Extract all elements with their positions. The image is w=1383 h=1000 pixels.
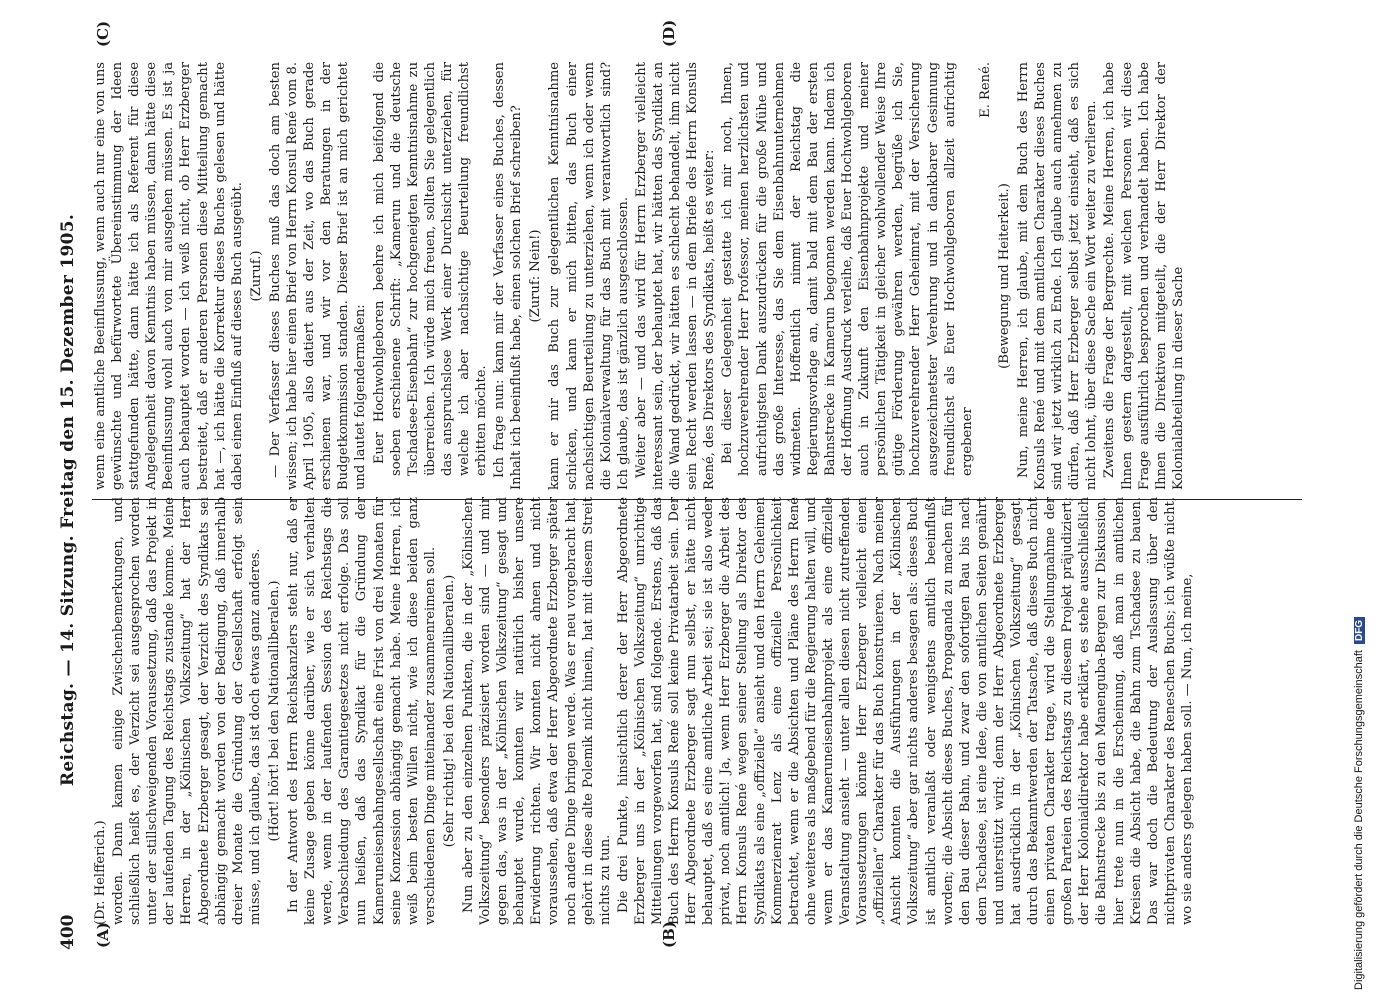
margin-marker-c: (C) xyxy=(94,20,112,47)
quoted-letter: Bei dieser Gelegenheit gestatte ich mir noch, Ihnen, hochzuverehrender Herr Professor, meinen herzlichsten und aufrichtigsten Dank auszudrücken für die große Mühe und das große Interesse, das Sie dem Eisenbahnunternehmen widmeten. Hoffentlich nimmt der Reichstag die Regierungsvorlage an, damit bald mit dem Bau der ersten Bahnstrecke in Kamerun begonnen werden kann. Indem ich der Hoffnung Ausdruck verleihe, daß Euer Hochwohlgeboren auch in Zukunft den Eisenbahnprojekte und meiner persönlichen Tätigkeit in gleicher wohlwollender Weise Ihre gütige Förderung gewähren werden, begrüße ich Sie, hochzuverehrender Herr Geheimrat, mit der Versicherung ausgezeichnetster Verehrung und in dankbarer Gesinnung freundlichst als Euer Hochwohlgeboren allzeit aufrichtig ergebener xyxy=(720,62,975,476)
paragraph: kann er mir das Buch zur gelegentlichen Kenntnisnahme schicken, und kann er mich bitten, das Buch einer nachsichtigen Beurteilung zu unterziehen, wenn ich oder wenn die Kolonialverwaltung für das Buch mit verantwortlich sind? Ich glaube, das ist gänzlich ausgeschlossen. xyxy=(547,62,631,490)
dfg-logo: DFG xyxy=(1354,617,1365,644)
paragraph: Weiter aber — und das wird für Herrn Erzberger vielleicht interessant sein, der behauptet hat, wir hätten das Syndikat an die Wand gedrückt, wir hätten es schlecht behandelt, ihm nicht sein Recht werden lassen — in dem Briefe des Herrn Konsuls René, des Direktors des Syndikats, heißt es weiter: xyxy=(633,62,718,490)
speaker-tag: (Dr. Helfferich.) xyxy=(93,820,108,925)
margin-marker-b: (B) xyxy=(660,921,678,948)
margin-marker-a: (A) xyxy=(94,922,112,948)
margin-marker-d: (D) xyxy=(660,19,678,47)
left-text-column xyxy=(92,497,1307,925)
paragraph: In der Antwort des Herrn Reichskanzlers steht nur, daß er keine Zusage geben könne darüber, wie er sich verhalten werde, wenn in der laufenden Session des Reichstags die Verabschiedung des Garantiegesetzes nicht erfolge. Das soll nun heißen, daß das Syndikat für die Gründung der Kameruneisenbahngesellschaft eine Frist von drei Monaten für seine Konzession abhängig gemacht habe. Meine Herren, ich weiß beim besten Willen nicht, wie ich diese beiden ganz verschiedenen Dinge miteinander zusammenreimen soll. xyxy=(286,497,438,925)
funding-note: Digitalisierung gefördert durch die Deutsche Forschungsgemeinschaft xyxy=(1353,650,1365,990)
page-header-title: Reichstag. — 14. Sitzung. Freitag den 15. Dezember 1905. xyxy=(58,213,78,787)
page-number: 400 xyxy=(58,914,78,950)
quoted-letter: Euer Hochwohlgeboren beehre ich mich beifolgend die soeben erschienene Schrift: „Kamerun und die deutsche Tschadsee-Eisenbahn“ zur hochgeneigten Kenntnisnahme zu überreichen. Ich würde mich freuen, sollten Sie gelegentlich das anspruchslose Werk einer Durchsicht unterziehen, für welche ich aber nachsichtige Beurteilung freundlichst erbitten möchte. xyxy=(371,62,490,476)
stage-direction: (Zuruf.) xyxy=(248,250,264,302)
paragraph: Nun, meine Herren, ich glaube, mit dem Buch des Herrn Konsuls René und mit dem amtlichen Charakter dieses Buches sind wir jetzt wirklich zu Ende. Ich glaube auch annehmen zu dürfen, daß Herr Erzberger selbst jetzt einsieht, daß es sich nicht lohnt, über diese Sache ein Wort weiter zu verlieren. xyxy=(1015,62,1100,490)
paragraph: Nun aber zu den einzelnen Punkten, die in der „Kölnischen Volkszeitung“ besonders präzisiert worden sind — und mir gegen das, was in der „Kölnischen Volkszeitung“ gesagt und behauptet wurde, konnten wir natürlich bisher unsere Erwiderung richten. Wir konnten nicht ahnen und nicht voraussehen, daß etwa der Herr Abgeordnete Erzberger später noch andere Dinge bringen werde. Was er neu vorgebracht hat, gehört in diese alte Polemik nicht hinein, hat mit diesem Streit nichts zu tun. xyxy=(460,497,613,925)
letter-signature: E. René. xyxy=(977,62,993,118)
digitization-credit xyxy=(1343,10,1375,990)
stage-direction: (Sehr richtig! bei den Nationalliberalen.) xyxy=(441,574,457,848)
paragraph: Zweitens die Frage der Bergrechte. Meine Herren, ich habe Ihnen gestern dargestellt, mit welchen Personen wir diese Frage ausführlich besprochen und verhandelt haben. Ich habe Ihnen die Direktiven mitgeteilt, die der Herr Direktor der Kolonialabteilung in dieser Sache xyxy=(1102,62,1186,490)
paragraph: wenn eine amtliche Beeinflussung, wenn auch nur eine von uns gewünschte und befürwortete Übereinstimmung der Ideen stattgefunden hätte, dann hätte ich als Referent für diese Angelegenheit davon Kenntnis haben müssen, dann hätte diese Beeinflussung wohl auch von mir ausgehen müssen. Es ist ja auch behauptet worden — ich weiß nicht, ob Herr Erzberger bestreitet, daß er anderen Personen diese Mitteilung gemacht hat —, ich hätte die Korrektur dieses Buches gelesen und hätte dabei einen Einfluß auf dieses Buch ausgeübt. xyxy=(93,62,245,490)
running-head xyxy=(58,50,86,950)
paragraph: Die drei Punkte, hinsichtlich derer der Herr Abgeordnete Erzberger uns in der „Kölnischen Volkszeitung“ unrichtige Mitteilungen vorgeworfen hat, sind folgende. Erstens, daß das Buch des Herrn Konsuls René soll keine Privatarbeit sein. Der Herr Abgeordnete Erzberger sagt nun selbst, er hätte nicht behauptet, daß es eine amtliche Arbeit sei; sie ist also weder privat, noch amtlich! Ja, wenn Herr Erzberger die Arbeit des Herrn Konsuls René wegen seiner Stellung als Direktor des Syndikats als eine „offizielle“ ansieht und den Herrn Geheimen Kommerzienrat Lenz als eine offizielle Persönlichkeit betrachtet, wenn er die Absichten und Pläne des Herrn René ohne weiteres als maßgebend für die Regierung halten will, und wenn er das Kameruneisenbahnprojekt als eine offizielle Veranstaltung ansieht — unter allen diesen nicht zutreffenden Voraussetzungen könnte Herr Erzberger vielleicht einen „offiziellen“ Charakter für das Buch konstruieren. Nach meiner Ansicht konnten die Ausführungen in der „Kölnischen Volkszeitung“ aber gar nichts anderes besagen als: dieses Buch ist amtlich veranlaßt oder wenigstens amtlich beeinflußt worden; die Absicht dieses Buches, Propaganda zu machen für den Bau dieser Bahn, und zwar den sofortigen Bau bis nach dem Tschadsee, ist eine Idee, die von amtlichen Seiten genährt und unterstützt wird; denn der Herr Abgeordnete Erzberger hat ausdrücklich in der „Kölnischen Volkszeitung“ gesagt, durch das Bekanntwerden der Tatsache, daß dieses Buch nicht einen privaten Charakter trage, wird die Stellungnahme der großen Parteien des Reichstags zu diesem Projekt präjudiziert; der Herr Kolonialdirektor habe erklärt, es stehe ausschließlich die Bahnstrecke bis zu den Manenguba-Bergen zur Diskussion, hier trete nun in die Erscheinung, daß man in amtlichen Kreisen die Absicht habe, die Bahn zum Tschadsee zu bauen. Das war doch die Bedeutung der Auslassung über den nichtprivaten Charakter des Reneschen Buchs; ich wüßte nicht, wo sie anders gelegen haben soll. — Nun, ich meine, xyxy=(615,497,1195,925)
stage-direction: (Hört! hört! bei den Nationalliberalen.) xyxy=(266,580,282,842)
paragraph: — Der Verfasser dieses Buches muß das doch am besten wissen; ich habe hier einen Brief von Herrn Konsul René vom 8. April 1905, also datiert aus der Zeit, wo das Buch gerade erschienen war, und wir vor den Beratungen in der Budgetkommission standen. Dieser Brief ist an mich gerichtet und lautet folgendermaßen: xyxy=(267,62,369,490)
stage-direction: (Bewegung und Heiterkeit.) xyxy=(996,183,1012,369)
paragraph: Ich frage nun: kann mir der Verfasser eines Buches, dessen Inhalt ich beeinflußt habe, einen solchen Brief schreiben? xyxy=(492,62,525,490)
stage-direction: (Zuruf: Nein!) xyxy=(528,229,544,323)
right-text-column xyxy=(92,62,1307,490)
digitization-credit-line xyxy=(1353,10,1373,990)
paragraph: worden. Dann kamen einige Zwischenbemerkungen, und schließlich heißt es, der Verzicht sei ausgesprochen worden unter der stillschweigenden Voraussetzung, daß das Projekt in der laufenden Tagung des Reichstags zustande komme. Meine Herren, in der „Kölnischen Volkszeitung“ hat der Herr Abgeordnete Erzberger gesagt, der Verzicht des Syndikats sei abhängig gemacht worden von der Bedingung, daß innerhalb dreier Monate die Gründung der Gesellschaft erfolgt sein müsse, und ich glaube, das ist doch etwas ganz anderes. xyxy=(111,497,263,925)
